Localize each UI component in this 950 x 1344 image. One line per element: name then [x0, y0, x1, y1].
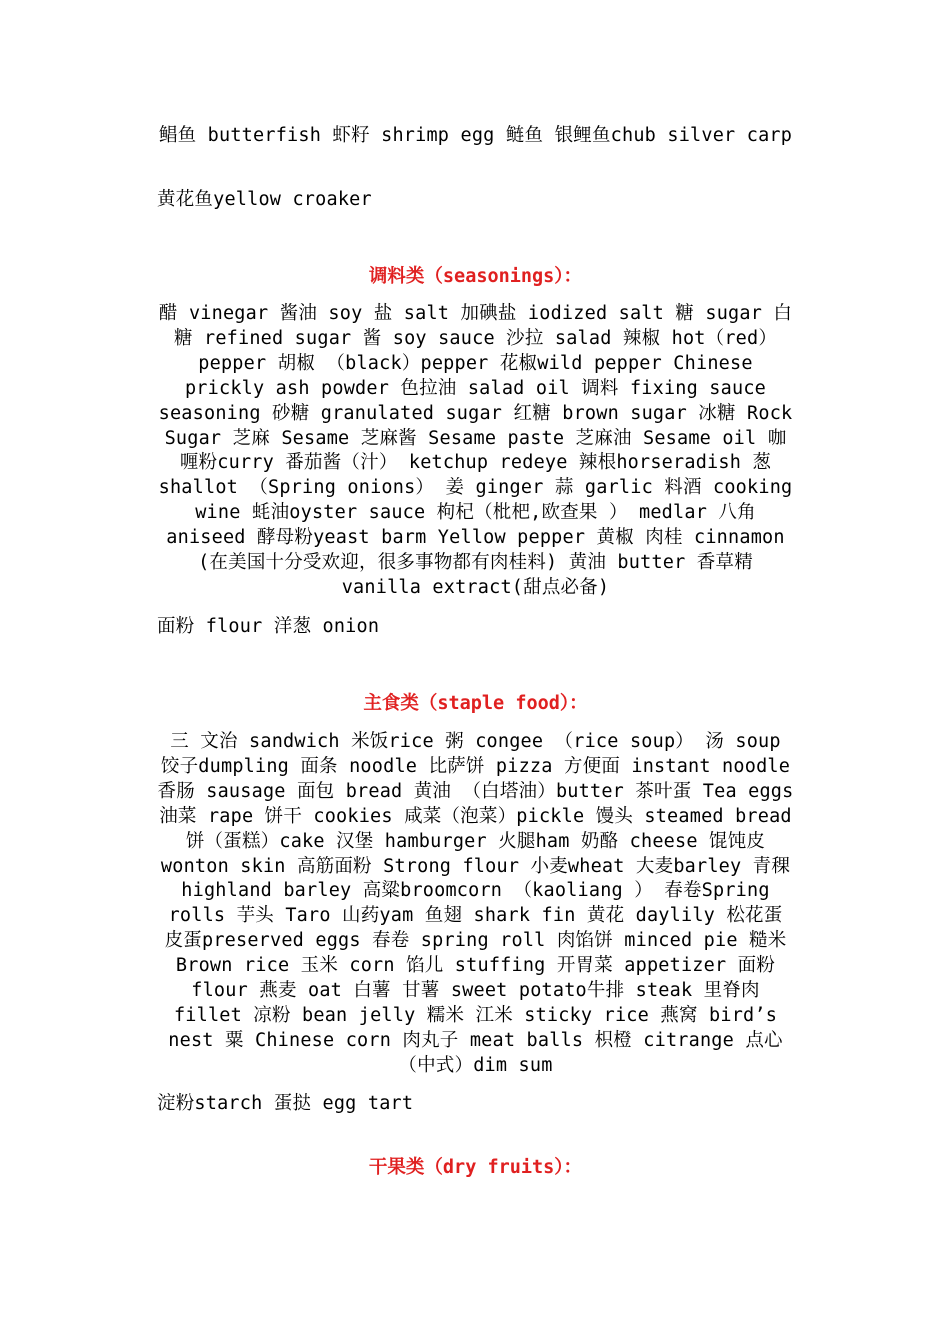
seasonings-list-last-line: 面粉 flour 洋葱 onion: [157, 616, 380, 637]
fish-list-tail: 鲳鱼 butterfish 虾籽 shrimp egg 鲢鱼 银鲤鱼chub silver carp: [158, 125, 793, 146]
fish-list-last-line: 黄花鱼yellow croaker: [157, 189, 372, 210]
seasonings-heading: 调料类（seasonings）：: [368, 266, 583, 287]
dry-fruits-heading: 干果类（dry fruits）：: [368, 1157, 583, 1178]
seasonings-list: 醋 vinegar 酱油 soy 盐 salt 加碘盐 iodized salt 糖 sugar 白糖 refined sugar 酱 soy sauce 沙拉 salad 辣椒 hot（red）pepper 胡椒 （black）pepper 花椒wild pepper Chinese prickly ash powder 色拉油 salad oil 调料 fixing sauce seasoning 砂糖 granulated sugar 红糖 brown sugar 冰糖 Rock Sugar 芝麻 Sesame 芝麻酱 Sesame paste 芝麻油 Sesame oil 咖喱粉curry 番茄酱（汁） ketchup redeye 辣根horseradish 葱 shallot （Spring onions） 姜 ginger 蒜 garlic 料酒 cooking wine 蚝油oyster sauce 枸杞（枇杷,欧查果 ） medlar 八角 aniseed 酵母粉yeast barm Yellow pepper 黄椒 肉桂 cinnamon (在美国十分受欢迎，很多事物都有肉桂料) 黄油 butter 香草精 vanilla extract(甜点必备): [158, 303, 793, 598]
staple-food-list-last-line: 淀粉starch 蛋挞 egg tart: [157, 1093, 414, 1114]
staple-food-list: 三 文治 sandwich 米饭rice 粥 congee （rice soup） 汤 soup 饺子dumpling 面条 noodle 比萨饼 pizza 方便面 instant noodle 香肠 sausage 面包 bread 黄油 （白塔油）butter 茶叶蛋 Tea eggs 油菜 rape 饼干 cookies 咸菜（泡菜）pickle 馒头 steamed bread 饼（蛋糕）cake 汉堡 hamburger 火腿ham 奶酪 cheese 馄饨皮 wonton skin 高筋面粉 Strong flour 小麦wheat 大麦barley 青稞highland barley 高粱broomcorn （kaoliang ） 春卷Spring rolls 芋头 Taro 山药yam 鱼翅 shark fin 黄花 daylily 松花蛋 皮蛋preserved eggs 春卷 spring roll 肉馅饼 minced pie 糙米 Brown rice 玉米 corn 馅儿 stuffing 开胃菜 appetizer 面粉 flour 燕麦 oat 白薯 甘薯 sweet potato牛排 steak 里脊肉 fillet 凉粉 bean jelly 糯米 江米 sticky rice 燕窝 bird’s nest 粟 Chinese corn 肉丸子 meat balls 枳橙 citrange 点心（中式）dim sum: [157, 731, 794, 1076]
staple-food-heading: 主食类（staple food）：: [363, 693, 588, 714]
